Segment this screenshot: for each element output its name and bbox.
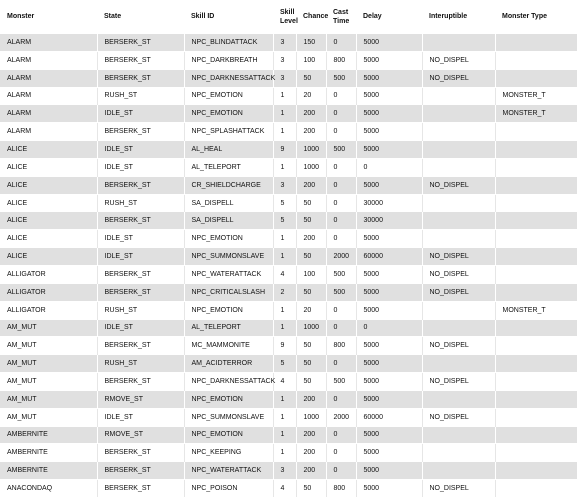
cell-monster-type [495, 373, 577, 391]
cell-skill-level: 3 [273, 462, 296, 480]
cell-chance: 50 [296, 69, 326, 87]
cell-delay: 5000 [356, 390, 422, 408]
table-row [0, 34, 577, 52]
cell-chance: 20 [296, 87, 326, 105]
cell-monster-type [495, 462, 577, 480]
cell-skill-id: NPC_EMOTION [184, 105, 273, 123]
cell-interuptible: NO_DISPEL [422, 176, 495, 194]
cell-delay: 5000 [356, 283, 422, 301]
cell-monster-type [495, 230, 577, 248]
cell-monster-type [495, 265, 577, 283]
cell-cast-time: 0 [326, 355, 356, 373]
cell-delay: 5000 [356, 480, 422, 497]
cell-cast-time: 0 [326, 34, 356, 52]
col-header-skill-level: Skill Level [280, 8, 298, 25]
cell-cast-time: 800 [326, 51, 356, 69]
cell-monster: ALICE [0, 248, 97, 266]
cell-chance: 1000 [296, 158, 326, 176]
cell-state: RUSH_ST [97, 301, 184, 319]
table-body [0, 34, 577, 497]
cell-state: IDLE_ST [97, 141, 184, 159]
cell-skill-level: 4 [273, 265, 296, 283]
cell-skill-level: 5 [273, 212, 296, 230]
cell-cast-time: 2000 [326, 408, 356, 426]
cell-skill-level: 1 [273, 408, 296, 426]
cell-state: BERSERK_ST [97, 34, 184, 52]
cell-state: BERSERK_ST [97, 123, 184, 141]
cell-monster: ALLIGATOR [0, 283, 97, 301]
cell-skill-id: NPC_DARKNESSATTACK [184, 69, 273, 87]
cell-chance: 50 [296, 355, 326, 373]
cell-skill-level: 1 [273, 426, 296, 444]
cell-delay: 5000 [356, 337, 422, 355]
cell-delay: 5000 [356, 141, 422, 159]
cell-delay: 5000 [356, 105, 422, 123]
cell-monster-type [495, 283, 577, 301]
cell-monster: ALICE [0, 158, 97, 176]
cell-delay: 60000 [356, 248, 422, 266]
cell-chance: 50 [296, 283, 326, 301]
cell-interuptible: NO_DISPEL [422, 69, 495, 87]
cell-interuptible: NO_DISPEL [422, 337, 495, 355]
cell-monster-type [495, 337, 577, 355]
cell-state: IDLE_ST [97, 319, 184, 337]
cell-chance: 1000 [296, 141, 326, 159]
cell-interuptible: NO_DISPEL [422, 51, 495, 69]
cell-monster: ALARM [0, 34, 97, 52]
cell-monster: AM_MUT [0, 373, 97, 391]
cell-skill-id: NPC_KEEPING [184, 444, 273, 462]
cell-monster-type [495, 51, 577, 69]
col-header-skill-id: Skill ID [191, 13, 215, 20]
cell-chance: 50 [296, 373, 326, 391]
cell-skill-id: AL_HEAL [184, 141, 273, 159]
cell-cast-time: 0 [326, 158, 356, 176]
cell-monster: ALICE [0, 176, 97, 194]
cell-interuptible [422, 105, 495, 123]
cell-cast-time: 0 [326, 426, 356, 444]
cell-skill-id: NPC_EMOTION [184, 87, 273, 105]
cell-cast-time: 500 [326, 265, 356, 283]
cell-monster-type [495, 248, 577, 266]
cell-monster: AM_MUT [0, 355, 97, 373]
cell-monster: ALICE [0, 141, 97, 159]
cell-skill-id: AL_TELEPORT [184, 158, 273, 176]
cell-interuptible [422, 87, 495, 105]
table-row [0, 480, 577, 497]
cell-monster: ANACONDAQ [0, 480, 97, 497]
cell-skill-id: NPC_BLINDATTACK [184, 34, 273, 52]
cell-delay: 5000 [356, 87, 422, 105]
cell-monster-type [495, 34, 577, 52]
cell-delay: 5000 [356, 230, 422, 248]
cell-state: RUSH_ST [97, 355, 184, 373]
cell-monster-type [495, 141, 577, 159]
col-header-state: State [104, 13, 122, 20]
cell-state: BERSERK_ST [97, 283, 184, 301]
cell-delay: 5000 [356, 462, 422, 480]
cell-chance: 200 [296, 390, 326, 408]
cell-interuptible: NO_DISPEL [422, 480, 495, 497]
col-header-monster: Monster [7, 13, 35, 20]
cell-state: IDLE_ST [97, 158, 184, 176]
cell-skill-level: 4 [273, 480, 296, 497]
table-row [0, 301, 577, 319]
cell-state: RUSH_ST [97, 87, 184, 105]
cell-delay: 5000 [356, 34, 422, 52]
cell-monster-type [495, 319, 577, 337]
cell-monster: AMBERNITE [0, 444, 97, 462]
table-row [0, 158, 577, 176]
table-row [0, 319, 577, 337]
cell-chance: 200 [296, 123, 326, 141]
cell-chance: 100 [296, 51, 326, 69]
cell-monster-type [495, 158, 577, 176]
cell-monster-type [495, 176, 577, 194]
cell-interuptible [422, 301, 495, 319]
cell-cast-time: 0 [326, 390, 356, 408]
cell-skill-id: NPC_CRITICALSLASH [184, 283, 273, 301]
cell-skill-id: SA_DISPELL [184, 212, 273, 230]
table-row [0, 176, 577, 194]
cell-delay: 5000 [356, 301, 422, 319]
table-row [0, 87, 577, 105]
col-header-interuptible: Interuptible [429, 13, 468, 20]
cell-cast-time: 500 [326, 141, 356, 159]
cell-monster-type [495, 123, 577, 141]
cell-monster: AMBERNITE [0, 426, 97, 444]
cell-state: BERSERK_ST [97, 51, 184, 69]
cell-skill-level: 1 [273, 105, 296, 123]
cell-interuptible: NO_DISPEL [422, 408, 495, 426]
cell-interuptible [422, 194, 495, 212]
table-row [0, 123, 577, 141]
cell-skill-id: NPC_SUMMONSLAVE [184, 408, 273, 426]
cell-cast-time: 0 [326, 319, 356, 337]
cell-monster-type [495, 355, 577, 373]
cell-delay: 5000 [356, 444, 422, 462]
cell-monster: ALARM [0, 51, 97, 69]
cell-monster: AM_MUT [0, 337, 97, 355]
cell-chance: 1000 [296, 408, 326, 426]
cell-interuptible: NO_DISPEL [422, 265, 495, 283]
cell-state: BERSERK_ST [97, 265, 184, 283]
cell-chance: 200 [296, 230, 326, 248]
cell-skill-id: AM_ACIDTERROR [184, 355, 273, 373]
table-header [0, 0, 577, 34]
table-row [0, 194, 577, 212]
cell-state: BERSERK_ST [97, 212, 184, 230]
cell-delay: 5000 [356, 123, 422, 141]
cell-skill-level: 2 [273, 283, 296, 301]
header-row [0, 0, 577, 34]
cell-delay: 5000 [356, 373, 422, 391]
cell-skill-level: 5 [273, 194, 296, 212]
cell-skill-id: NPC_EMOTION [184, 390, 273, 408]
cell-interuptible [422, 390, 495, 408]
cell-cast-time: 0 [326, 230, 356, 248]
cell-cast-time: 0 [326, 462, 356, 480]
cell-skill-level: 1 [273, 248, 296, 266]
cell-chance: 200 [296, 105, 326, 123]
cell-monster: ALLIGATOR [0, 301, 97, 319]
cell-chance: 100 [296, 265, 326, 283]
cell-chance: 50 [296, 248, 326, 266]
cell-cast-time: 500 [326, 283, 356, 301]
cell-skill-id: NPC_WATERATTACK [184, 462, 273, 480]
cell-chance: 1000 [296, 319, 326, 337]
cell-monster-type: MONSTER_T [495, 87, 577, 105]
cell-cast-time: 500 [326, 69, 356, 87]
table-row [0, 283, 577, 301]
col-header-monster-type: Monster Type [502, 13, 547, 20]
cell-monster: ALARM [0, 87, 97, 105]
cell-skill-level: 3 [273, 69, 296, 87]
cell-chance: 50 [296, 480, 326, 497]
cell-interuptible [422, 34, 495, 52]
cell-state: BERSERK_ST [97, 444, 184, 462]
table-row [0, 337, 577, 355]
col-header-chance: Chance [303, 13, 329, 20]
cell-delay: 5000 [356, 265, 422, 283]
cell-chance: 50 [296, 337, 326, 355]
cell-chance: 150 [296, 34, 326, 52]
cell-cast-time: 0 [326, 301, 356, 319]
cell-interuptible [422, 141, 495, 159]
cell-skill-id: NPC_EMOTION [184, 301, 273, 319]
table-row [0, 51, 577, 69]
cell-monster: AM_MUT [0, 390, 97, 408]
cell-interuptible: NO_DISPEL [422, 248, 495, 266]
cell-skill-level: 1 [273, 390, 296, 408]
cell-monster-type [495, 480, 577, 497]
cell-skill-id: NPC_SUMMONSLAVE [184, 248, 273, 266]
cell-monster: ALLIGATOR [0, 265, 97, 283]
cell-delay: 30000 [356, 212, 422, 230]
cell-delay: 0 [356, 319, 422, 337]
cell-monster-type [495, 444, 577, 462]
cell-delay: 30000 [356, 194, 422, 212]
cell-skill-level: 9 [273, 141, 296, 159]
cell-cast-time: 800 [326, 337, 356, 355]
table-row [0, 230, 577, 248]
cell-state: RUSH_ST [97, 194, 184, 212]
cell-skill-id: NPC_DARKNESSATTACK [184, 373, 273, 391]
cell-delay: 5000 [356, 69, 422, 87]
cell-interuptible [422, 355, 495, 373]
cell-skill-id: SA_DISPELL [184, 194, 273, 212]
cell-state: IDLE_ST [97, 105, 184, 123]
cell-monster: ALARM [0, 69, 97, 87]
cell-monster: AMBERNITE [0, 462, 97, 480]
table-row [0, 105, 577, 123]
cell-state: RMOVE_ST [97, 390, 184, 408]
cell-chance: 50 [296, 212, 326, 230]
cell-interuptible [422, 462, 495, 480]
cell-interuptible: NO_DISPEL [422, 283, 495, 301]
table-row [0, 462, 577, 480]
cell-interuptible [422, 426, 495, 444]
table-row [0, 426, 577, 444]
cell-chance: 200 [296, 444, 326, 462]
cell-skill-level: 1 [273, 444, 296, 462]
cell-cast-time: 0 [326, 105, 356, 123]
cell-skill-level: 1 [273, 158, 296, 176]
cell-state: BERSERK_ST [97, 480, 184, 497]
cell-state: IDLE_ST [97, 230, 184, 248]
cell-monster: ALARM [0, 123, 97, 141]
cell-state: IDLE_ST [97, 408, 184, 426]
cell-state: RMOVE_ST [97, 426, 184, 444]
cell-skill-id: AL_TELEPORT [184, 319, 273, 337]
cell-delay: 5000 [356, 426, 422, 444]
table-row [0, 444, 577, 462]
cell-skill-id: NPC_POISON [184, 480, 273, 497]
cell-skill-id: NPC_WATERATTACK [184, 265, 273, 283]
cell-skill-level: 1 [273, 230, 296, 248]
cell-cast-time: 800 [326, 480, 356, 497]
cell-chance: 200 [296, 176, 326, 194]
cell-interuptible: NO_DISPEL [422, 373, 495, 391]
col-header-cast-time: Cast Time [333, 8, 350, 25]
cell-skill-level: 4 [273, 373, 296, 391]
cell-delay: 5000 [356, 355, 422, 373]
cell-monster: AM_MUT [0, 408, 97, 426]
cell-skill-id: CR_SHIELDCHARGE [184, 176, 273, 194]
cell-delay: 0 [356, 158, 422, 176]
cell-state: BERSERK_ST [97, 337, 184, 355]
cell-chance: 20 [296, 301, 326, 319]
cell-skill-level: 3 [273, 51, 296, 69]
table-row [0, 390, 577, 408]
cell-monster-type: MONSTER_T [495, 105, 577, 123]
cell-skill-level: 5 [273, 355, 296, 373]
cell-skill-id: MC_MAMMONITE [184, 337, 273, 355]
cell-skill-id: NPC_SPLASHATTACK [184, 123, 273, 141]
cell-monster-type [495, 212, 577, 230]
cell-interuptible [422, 123, 495, 141]
table-row [0, 355, 577, 373]
col-header-delay: Delay [363, 13, 382, 20]
cell-monster: AM_MUT [0, 319, 97, 337]
cell-delay: 60000 [356, 408, 422, 426]
cell-state: IDLE_ST [97, 248, 184, 266]
cell-skill-level: 3 [273, 34, 296, 52]
cell-state: BERSERK_ST [97, 176, 184, 194]
cell-interuptible [422, 212, 495, 230]
cell-state: BERSERK_ST [97, 462, 184, 480]
table-row [0, 212, 577, 230]
cell-cast-time: 0 [326, 194, 356, 212]
cell-cast-time: 0 [326, 176, 356, 194]
cell-monster: ALICE [0, 194, 97, 212]
cell-interuptible [422, 158, 495, 176]
cell-cast-time: 0 [326, 444, 356, 462]
table-row [0, 248, 577, 266]
cell-interuptible [422, 444, 495, 462]
cell-skill-level: 3 [273, 176, 296, 194]
cell-skill-level: 1 [273, 123, 296, 141]
cell-monster-type: MONSTER_T [495, 301, 577, 319]
cell-cast-time: 0 [326, 123, 356, 141]
cell-monster-type [495, 69, 577, 87]
cell-skill-id: NPC_EMOTION [184, 426, 273, 444]
cell-state: BERSERK_ST [97, 373, 184, 391]
table-row [0, 265, 577, 283]
cell-skill-level: 1 [273, 319, 296, 337]
table-row [0, 373, 577, 391]
cell-skill-id: NPC_DARKBREATH [184, 51, 273, 69]
cell-cast-time: 2000 [326, 248, 356, 266]
cell-interuptible [422, 319, 495, 337]
cell-interuptible [422, 230, 495, 248]
cell-skill-level: 9 [273, 337, 296, 355]
cell-cast-time: 500 [326, 373, 356, 391]
cell-monster: ALICE [0, 212, 97, 230]
cell-monster-type [495, 390, 577, 408]
table-row [0, 408, 577, 426]
cell-monster: ALICE [0, 230, 97, 248]
cell-monster-type [495, 408, 577, 426]
cell-monster: ALARM [0, 105, 97, 123]
table-row [0, 141, 577, 159]
cell-chance: 50 [296, 194, 326, 212]
cell-chance: 200 [296, 462, 326, 480]
cell-skill-level: 1 [273, 301, 296, 319]
cell-monster-type [495, 426, 577, 444]
cell-delay: 5000 [356, 176, 422, 194]
cell-monster-type [495, 194, 577, 212]
cell-delay: 5000 [356, 51, 422, 69]
cell-state: BERSERK_ST [97, 69, 184, 87]
cell-skill-level: 1 [273, 87, 296, 105]
cell-chance: 200 [296, 426, 326, 444]
cell-skill-id: NPC_EMOTION [184, 230, 273, 248]
table-row [0, 69, 577, 87]
cell-cast-time: 0 [326, 212, 356, 230]
cell-cast-time: 0 [326, 87, 356, 105]
